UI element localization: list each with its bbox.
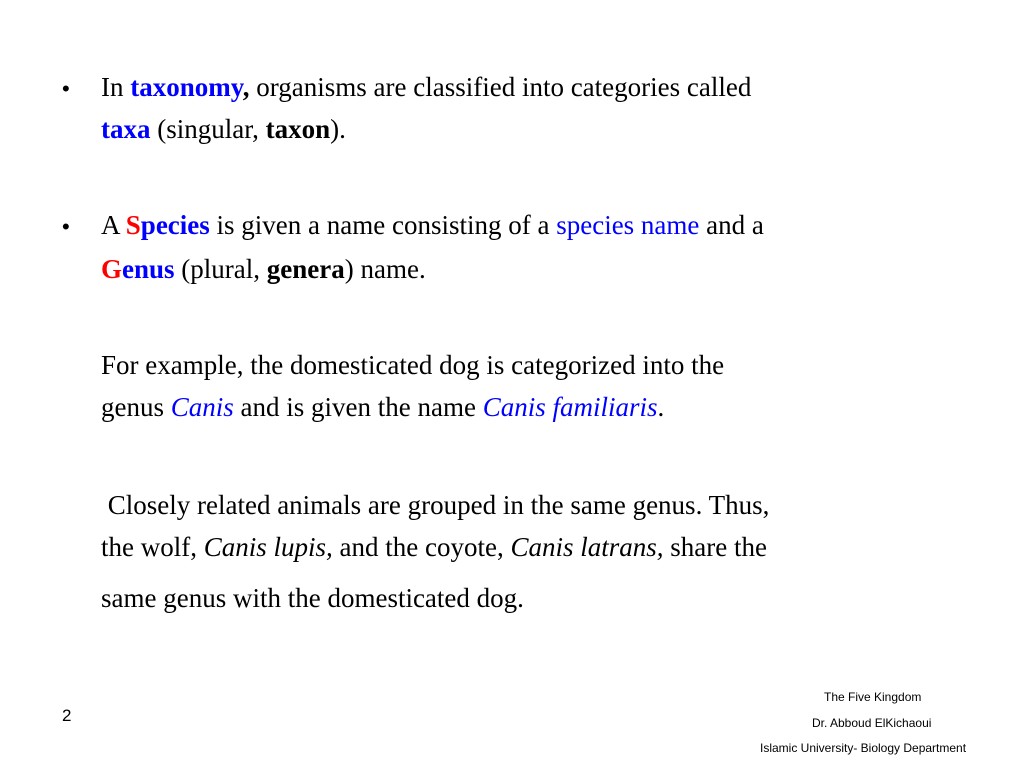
- text-run: ) name.: [344, 254, 426, 284]
- footer-title: The Five Kingdom: [824, 690, 922, 704]
- example-line-2: [101, 392, 664, 422]
- closely-line-3: same genus with the domesticated dog.: [101, 583, 524, 613]
- text-run: In: [101, 72, 131, 102]
- term-species-name: species name: [556, 210, 700, 240]
- text-run: .: [657, 392, 665, 422]
- term-taxa: taxa: [101, 114, 151, 144]
- bullet-2-line-1: [101, 210, 764, 240]
- bullet-2-line-2: [101, 254, 426, 284]
- text-run: organisms are classified into categories called: [249, 72, 752, 102]
- page-number: 2: [62, 706, 72, 725]
- example-line-1: For example, the domesticated dog is categorized into the: [101, 350, 725, 380]
- closely-line-1: Closely related animals are grouped in the same genus. Thus,: [101, 490, 770, 520]
- text-run: ,: [242, 72, 250, 102]
- text-run: A: [101, 210, 126, 240]
- text-run: genus: [101, 392, 171, 422]
- term-canis-lupis: Canis lupis,: [203, 532, 333, 562]
- bullet-marker: •: [62, 214, 70, 239]
- bullet-1-line-2: [101, 114, 346, 144]
- text-run: share the: [663, 532, 767, 562]
- term-canis: Canis: [170, 392, 234, 422]
- text-run: is given a name consisting of a: [209, 210, 557, 240]
- term-species-initial: S: [125, 210, 141, 240]
- footer-institution: Islamic University- Biology Department: [760, 741, 967, 755]
- term-genera: genera: [266, 254, 345, 284]
- text-run: and is given the name: [233, 392, 483, 422]
- term-canis-familiaris: Canis familiaris: [482, 392, 658, 422]
- term-canis-latrans: Canis latrans,: [510, 532, 664, 562]
- text-run: (plural,: [174, 254, 267, 284]
- text-run: and a: [699, 210, 764, 240]
- term-taxon: taxon: [265, 114, 331, 144]
- bullet-1-line-1: [101, 72, 751, 102]
- term-genus-initial: G: [101, 254, 123, 284]
- footer-author: Dr. Abboud ElKichaoui: [812, 716, 932, 730]
- text-run: (singular,: [150, 114, 266, 144]
- term-species-rest: pecies: [140, 210, 210, 240]
- bullet-marker: •: [62, 76, 70, 101]
- text-run: the wolf,: [101, 532, 204, 562]
- text-run: ).: [330, 114, 346, 144]
- term-genus-rest: enus: [122, 254, 175, 284]
- closely-line-2: [101, 532, 767, 562]
- text-run: and the coyote,: [332, 532, 511, 562]
- term-taxonomy: taxonomy: [130, 72, 243, 102]
